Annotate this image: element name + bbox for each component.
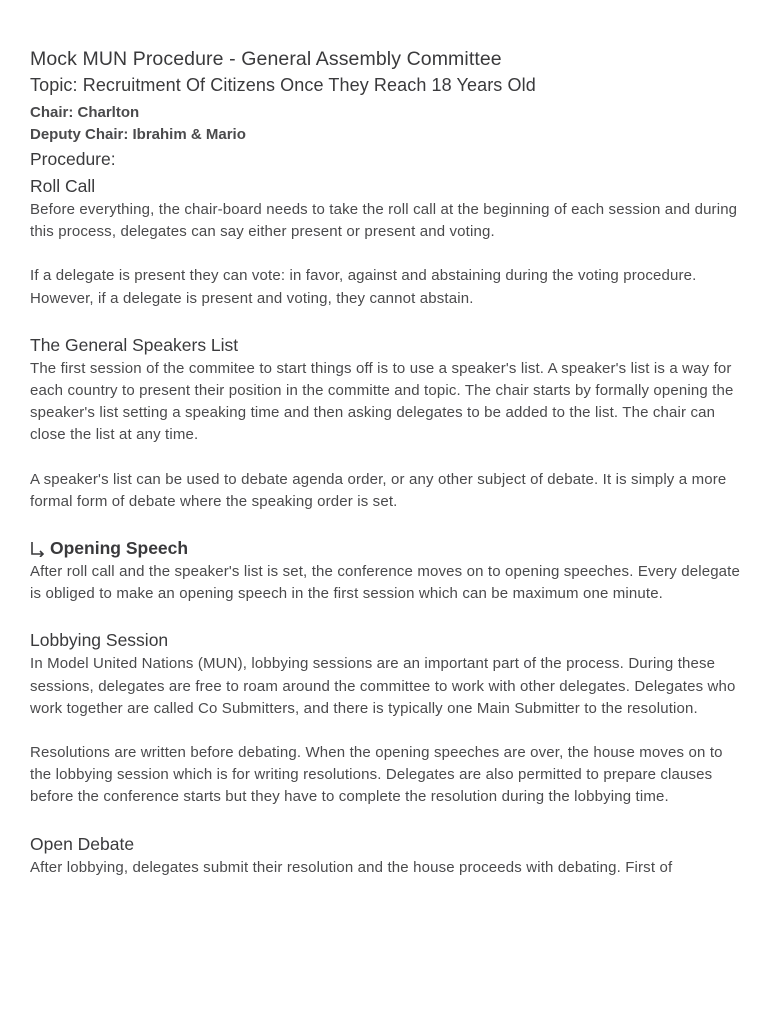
lobbying-heading-text: Lobbying Session xyxy=(30,630,169,651)
opening-speech-heading xyxy=(30,535,742,561)
lobbying-paragraph-1: In Model United Nations (MUN), lobbying sessions are an important part of the process. During these sessions, delegates are free to roam around the committee to work with other delegates. Delegates who work together are called Co Submitters, and there is typically one Main Submitter to the resolution. xyxy=(30,655,736,717)
opening-speech-paragraph-1: After roll call and the speaker's list is set, the conference moves on to opening speeches. Every delegate is obliged to make an opening speech in the first session which can be maximum one minute. xyxy=(30,563,740,603)
roll-call-heading xyxy=(30,173,742,199)
speakers-list-heading-text: The General Speakers List xyxy=(30,334,239,355)
roll-call-paragraph-2: If a delegate is present they can vote: in favor, against and abstaining during the voting procedure. However, if a delegate is present and voting, they cannot abstain. xyxy=(30,267,697,307)
procedure-heading: Procedure: xyxy=(30,149,116,169)
lobbying-paragraph-2: Resolutions are written before debating. When the opening speeches are over, the house moves on to the lobbying session which is for writing resolutions. Delegates are also permitted to prepare clauses before the conference starts but they have to complete the resolution during the lobbying time. xyxy=(30,744,723,806)
speakers-list-heading xyxy=(30,332,742,358)
document-page xyxy=(30,46,742,879)
open-debate-heading xyxy=(30,831,742,857)
roll-call-heading-text: Roll Call xyxy=(30,176,96,196)
lobbying-heading xyxy=(30,627,742,653)
roll-call-paragraph-1: Before everything, the chair-board needs to take the roll call at the beginning of each session and during this process, delegates can say either present or present and voting. xyxy=(30,201,738,241)
opening-speech-heading-text: Opening Speech xyxy=(50,538,189,559)
speakers-list-paragraph-2: A speaker's list can be used to debate agenda order, or any other subject of debate. It is simply a more formal form of debate where the speaking order is set. xyxy=(30,470,727,510)
document-title: Mock MUN Procedure - General Assembly Committee xyxy=(30,48,502,70)
chair-line: Chair: Charlton xyxy=(30,104,140,121)
speakers-list-paragraph-1: The first session of the commitee to start things off is to use a speaker's list. A speaker's list is a way for each country to present their position in the committe and topic. The chair starts by formally opening the speaker's list setting a speaking time and then asking delegates to be added to the list. The chair can close the list at any time. xyxy=(30,359,734,444)
open-debate-heading-text: Open Debate xyxy=(30,833,135,854)
deputy-chair-line: Deputy Chair: Ibrahim & Mario xyxy=(30,126,246,143)
open-debate-paragraph-1: After lobbying, delegates submit their resolution and the house proceeds with debating. First of xyxy=(30,858,673,876)
document-topic: Topic: Recruitment Of Citizens Once They Reach 18 Years Old xyxy=(30,75,536,95)
subdirectory-arrow-icon xyxy=(30,538,46,554)
